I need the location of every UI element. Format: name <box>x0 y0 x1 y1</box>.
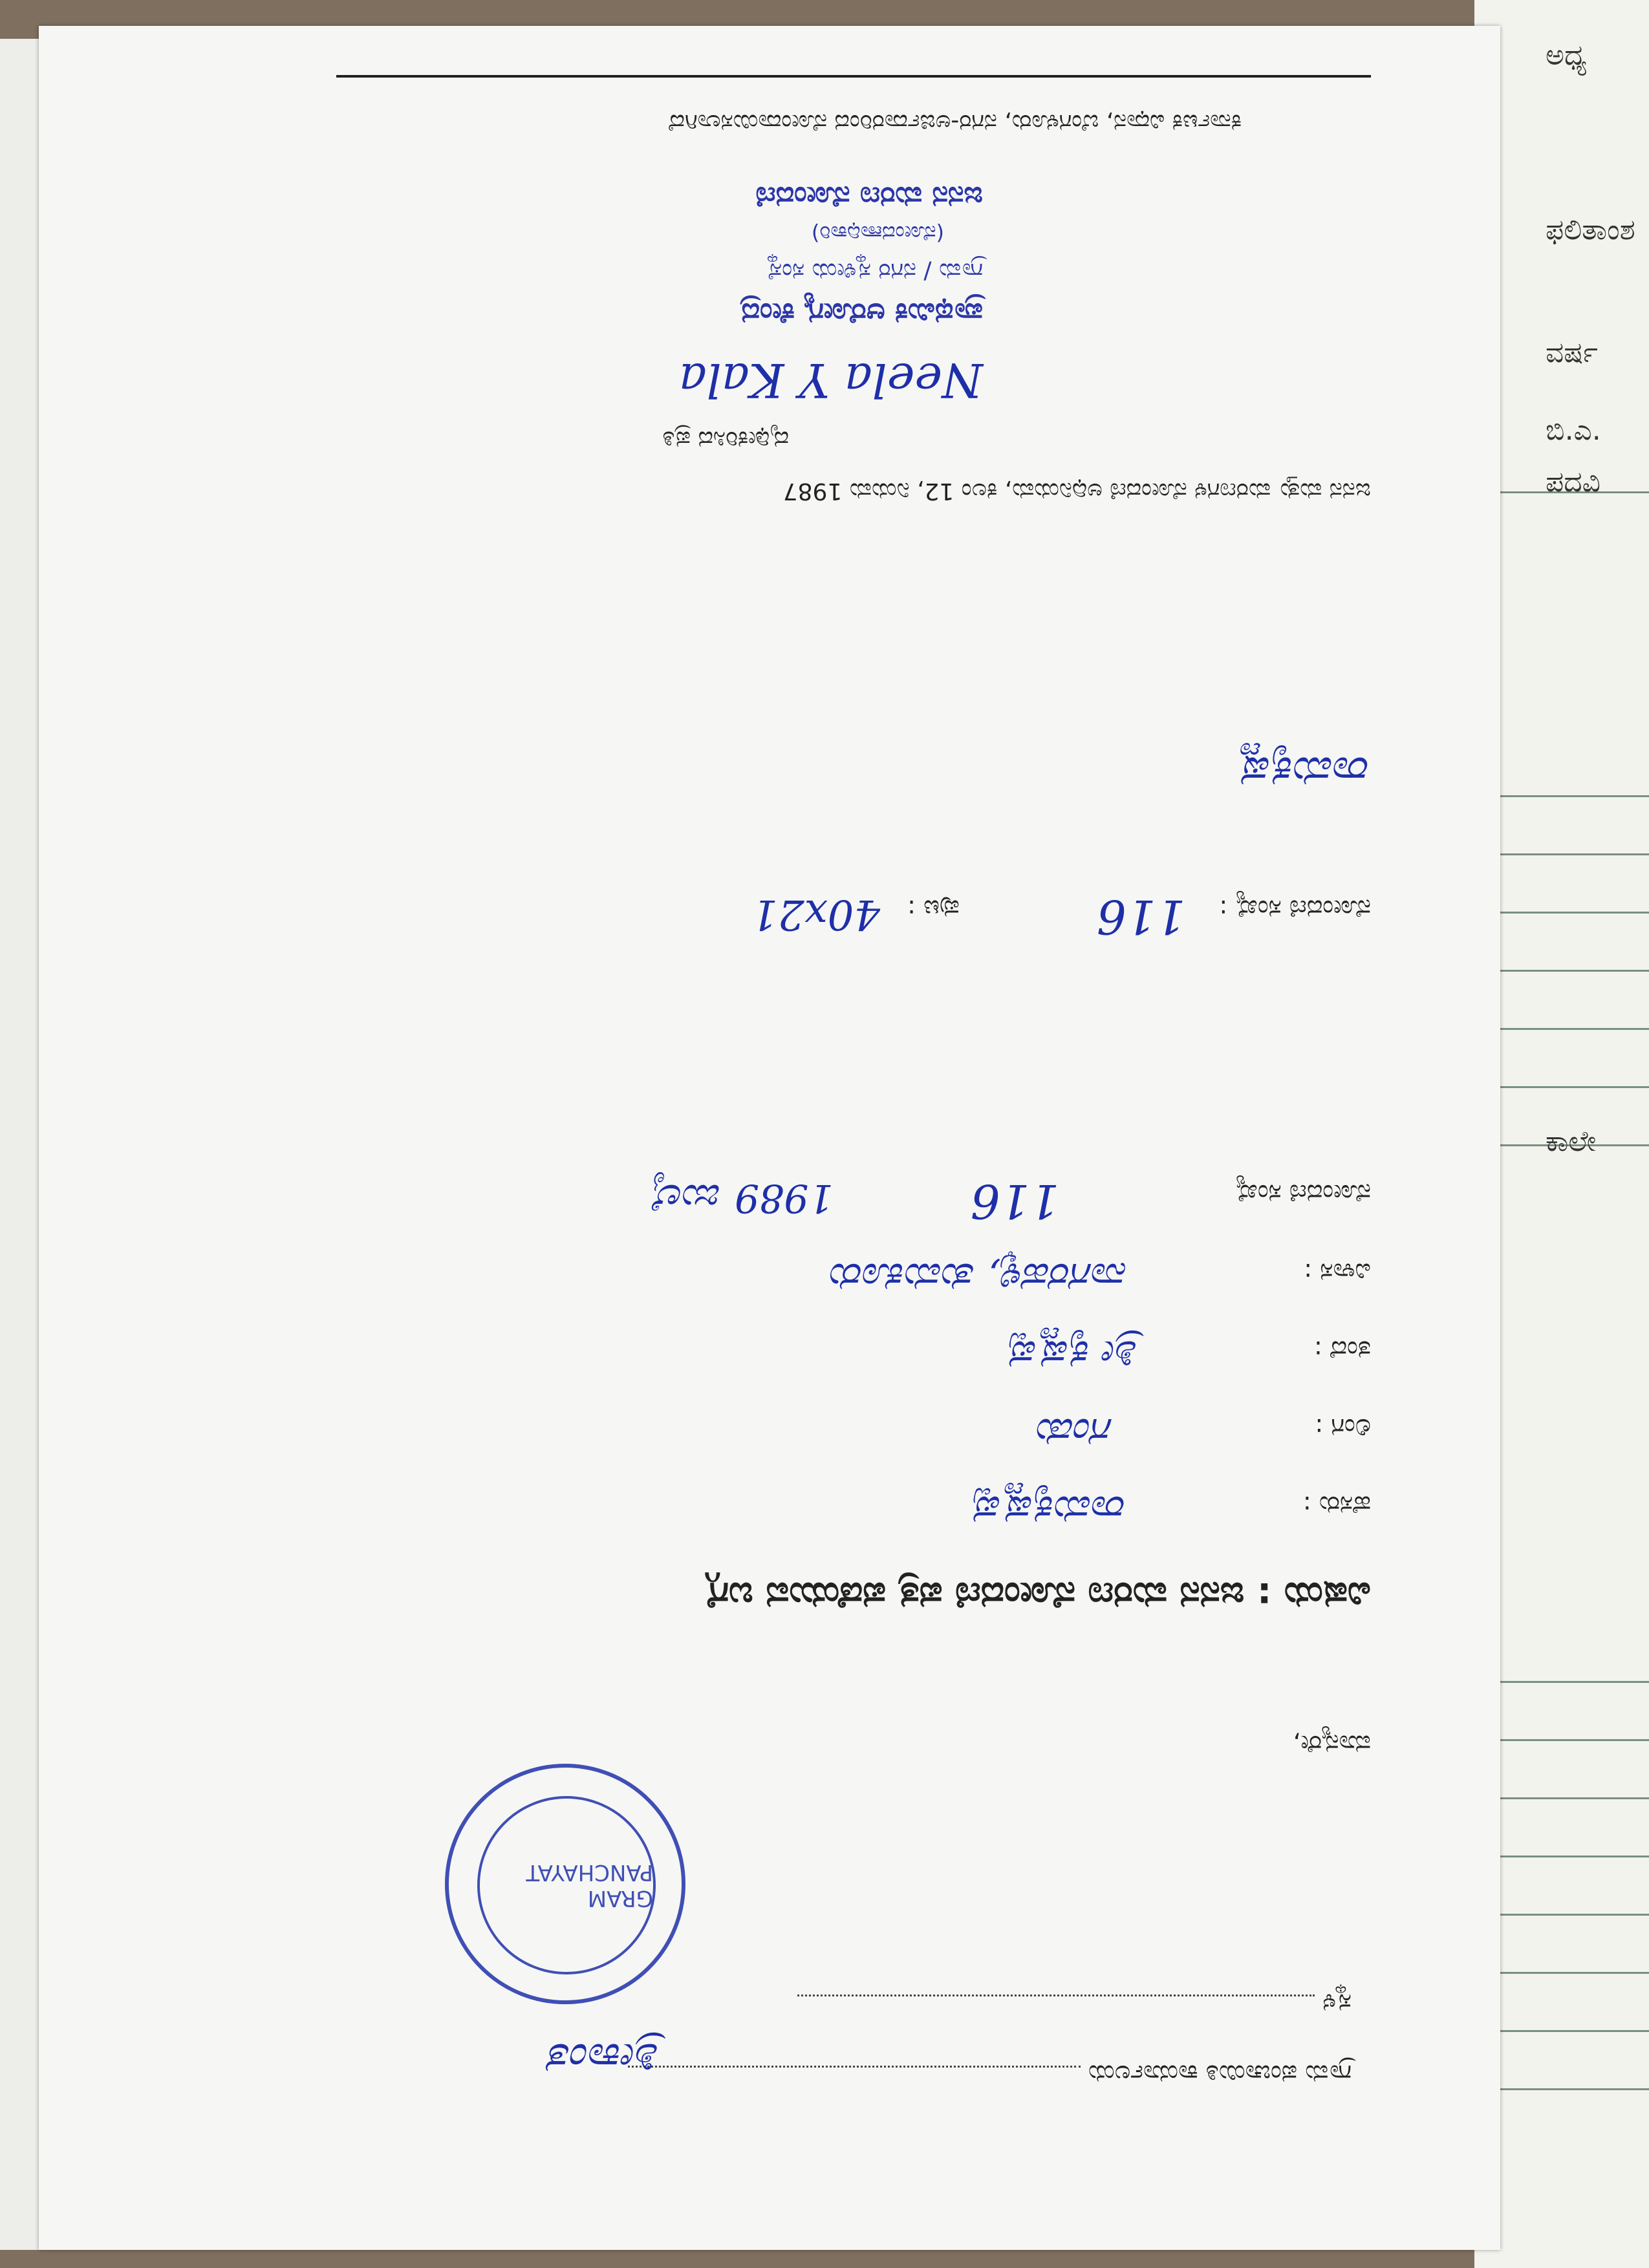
sheet-label: ಅಧ್ಯ <box>1546 39 1587 72</box>
name-handwritten: ರಾಮಕೃಷ್ಣ <box>1237 747 1371 795</box>
registrar-stamp-line: ಗ್ರಾಮ / ನಗರ ಸ್ಥಳೀಯ ಸಂಸ್ಥೆ <box>766 258 983 284</box>
sheet-label: ಪದವಿ <box>1546 465 1601 498</box>
field-label: ವಿಳಾಸ <box>1320 1258 1371 1287</box>
date-value: 1989 ಜುಲೈ <box>651 1175 834 1221</box>
letter-to: ಮಾನ್ಯರೇ, <box>1293 1730 1371 1759</box>
field-row: ಹೆಸರು : ರಾಮಕೃಷ್ಣಪ್ಪ <box>974 1487 1371 1532</box>
field-label: ಹೆಸರು <box>1319 1491 1371 1519</box>
attest-label: ದೃಢೀಕರಿಸಿದ ಪ್ರತಿ <box>662 426 789 453</box>
field-label: ಲಿಂಗ <box>1331 1413 1371 1442</box>
official-seal <box>445 1764 685 2004</box>
field-value: ಗಂಡು <box>1038 1409 1114 1455</box>
field-row: ಲಿಂಗ : ಗಂಡು <box>1038 1409 1371 1455</box>
registrar-stamp-line: ಜನನ ಮರಣ ನೋಂದಣಿ <box>755 180 983 213</box>
right-record-sheet <box>1474 0 1649 2268</box>
registrar-stamp-line: (ನೋಂದಣಾಧಿಕಾರಿ) <box>811 221 944 246</box>
field-value: ರಾಮಕೃಷ್ಣಪ್ಪ <box>974 1487 1127 1532</box>
subject-line: ವಿಷಯ : ಜನನ ಮರಣ ನೋಂದಣಿ ಪತ್ರ ಪಡೆಯುವ ಬಗ್ಗೆ <box>706 1574 1371 1616</box>
sheet-label: ವರ್ಷ <box>1546 336 1598 369</box>
reg-value: 116 <box>1096 890 1186 944</box>
upside-down-content: ಗ್ರಾಮ ಪಂಚಾಯಿತಿ ಕಾರ್ಯಾಲಯ ಸ್ಥಳ ಶ್ರೀಕಾಂತ GRAM PANCHAYAT ಮಾನ್ಯರೇ, ವಿಷಯ : ಜನನ ಮರಣ ನೋಂದಣಿ ಪತ್ರ ಪಡೆಯುವ ಬಗ್ಗೆ ಹೆಸರು : ರಾಮಕೃಷ್ಣಪ್ಪ ಲಿಂಗ : ಗಂಡು ತಂದೆ : ಶ್ರೀ ಕೃಷ್ಣಪ್ಪ ವಿಳಾಸ : ನಾಗರಹಳ್ಳಿ, ತುಮಕೂರು ನೋಂದಣಿ ಸಂಖ್ಯೆ 116 1989 ಜುಲೈ ನೋಂದಣಿ ಸಂಖ್ಯೆ : 116 ಪುಟ : 40x21 ರಾಮಕೃಷ್ಣ ಜನನ ಮತ್ತು ಮರಣಗಳ ನೋಂದಣಿ ಅಧಿನಿಯಮ, ಕಲಂ 12, ನಿಯಮ 1987 ದೃಢೀಕರಿಸಿದ ಪ್ರತಿ Neela Y Kala ಪ್ರಾಥಮಿಕ ಆರೋಗ್ಯ ಕೇಂದ್ರ ಗ್ರಾಮ / ನಗರ ಸ್ಥಳೀಯ ಸಂಸ್ಥೆ (ನೋಂದಣಾಧಿಕಾರಿ) ಜನನ ಮರಣ ನೋಂದಣಿ ಕರ್ನಾಟಕ ವಿಧಾನ, ಬೆಂಗಳೂರು, ನಗರ-ಅರ್ಜಿದಾರರಿಂದ ನೋಂದಾಯಿಸಲಾಗಿದೆ <box>39 26 1500 2250</box>
seal-text: GRAM PANCHAYAT <box>477 1796 656 1974</box>
field-row: ವಿಳಾಸ : ನಾಗರಹಳ್ಳಿ, ತುಮಕೂರು <box>831 1254 1371 1300</box>
office-label: ಗ್ರಾಮ ಪಂಚಾಯಿತಿ ಕಾರ್ಯಾಲಯ <box>1088 2060 1352 2088</box>
sheet-label: ಫಲಿತಾಂಶ <box>1546 213 1635 246</box>
reg-label: ನೋಂದಣಿ ಸಂಖ್ಯೆ <box>1235 895 1371 923</box>
sheet-label: ಕಾಲೇ <box>1546 1125 1597 1158</box>
registrar-signature: Neela Y Kala <box>678 353 983 407</box>
field-row: ತಂದೆ : ಶ್ರೀ ಕೃಷ್ಣಪ್ಪ <box>1009 1332 1371 1377</box>
footer-rule <box>336 75 1371 78</box>
footer-line: ಕರ್ನಾಟಕ ವಿಧಾನ, ಬೆಂಗಳೂರು, ನಗರ-ಅರ್ಜಿದಾರರಿಂದ ನೋಂದಾಯಿಸಲಾಗಿದೆ <box>669 109 1242 136</box>
amount-label: ನೋಂದಣಿ ಸಂಖ್ಯೆ <box>1235 1179 1371 1208</box>
signature-top: ಶ್ರೀಕಾಂತ <box>550 2034 660 2082</box>
certificate-paper <box>39 26 1500 2250</box>
field-label: ತಂದೆ <box>1330 1336 1371 1364</box>
place-label: ಸ್ಥಳ <box>1322 1989 1352 2017</box>
amount-value: 116 <box>970 1174 1060 1228</box>
field-value: ನಾಗರಹಳ್ಳಿ, ತುಮಕೂರು <box>831 1254 1128 1300</box>
field-value: ಶ್ರೀ ಕೃಷ್ಣಪ್ಪ <box>1009 1332 1138 1377</box>
rule-line: ಜನನ ಮತ್ತು ಮರಣಗಳ ನೋಂದಣಿ ಅಧಿನಿಯಮ, ಕಲಂ 12, ನಿಯಮ 1987 <box>782 478 1371 504</box>
page-value: 40x21 <box>751 890 881 938</box>
sheet-label: ಬಿ.ಎ. <box>1546 414 1601 447</box>
registrar-stamp-line: ಪ್ರಾಥಮಿಕ ಆರೋಗ್ಯ ಕೇಂದ್ರ <box>740 297 983 330</box>
page-label: ಪುಟ <box>923 895 960 923</box>
